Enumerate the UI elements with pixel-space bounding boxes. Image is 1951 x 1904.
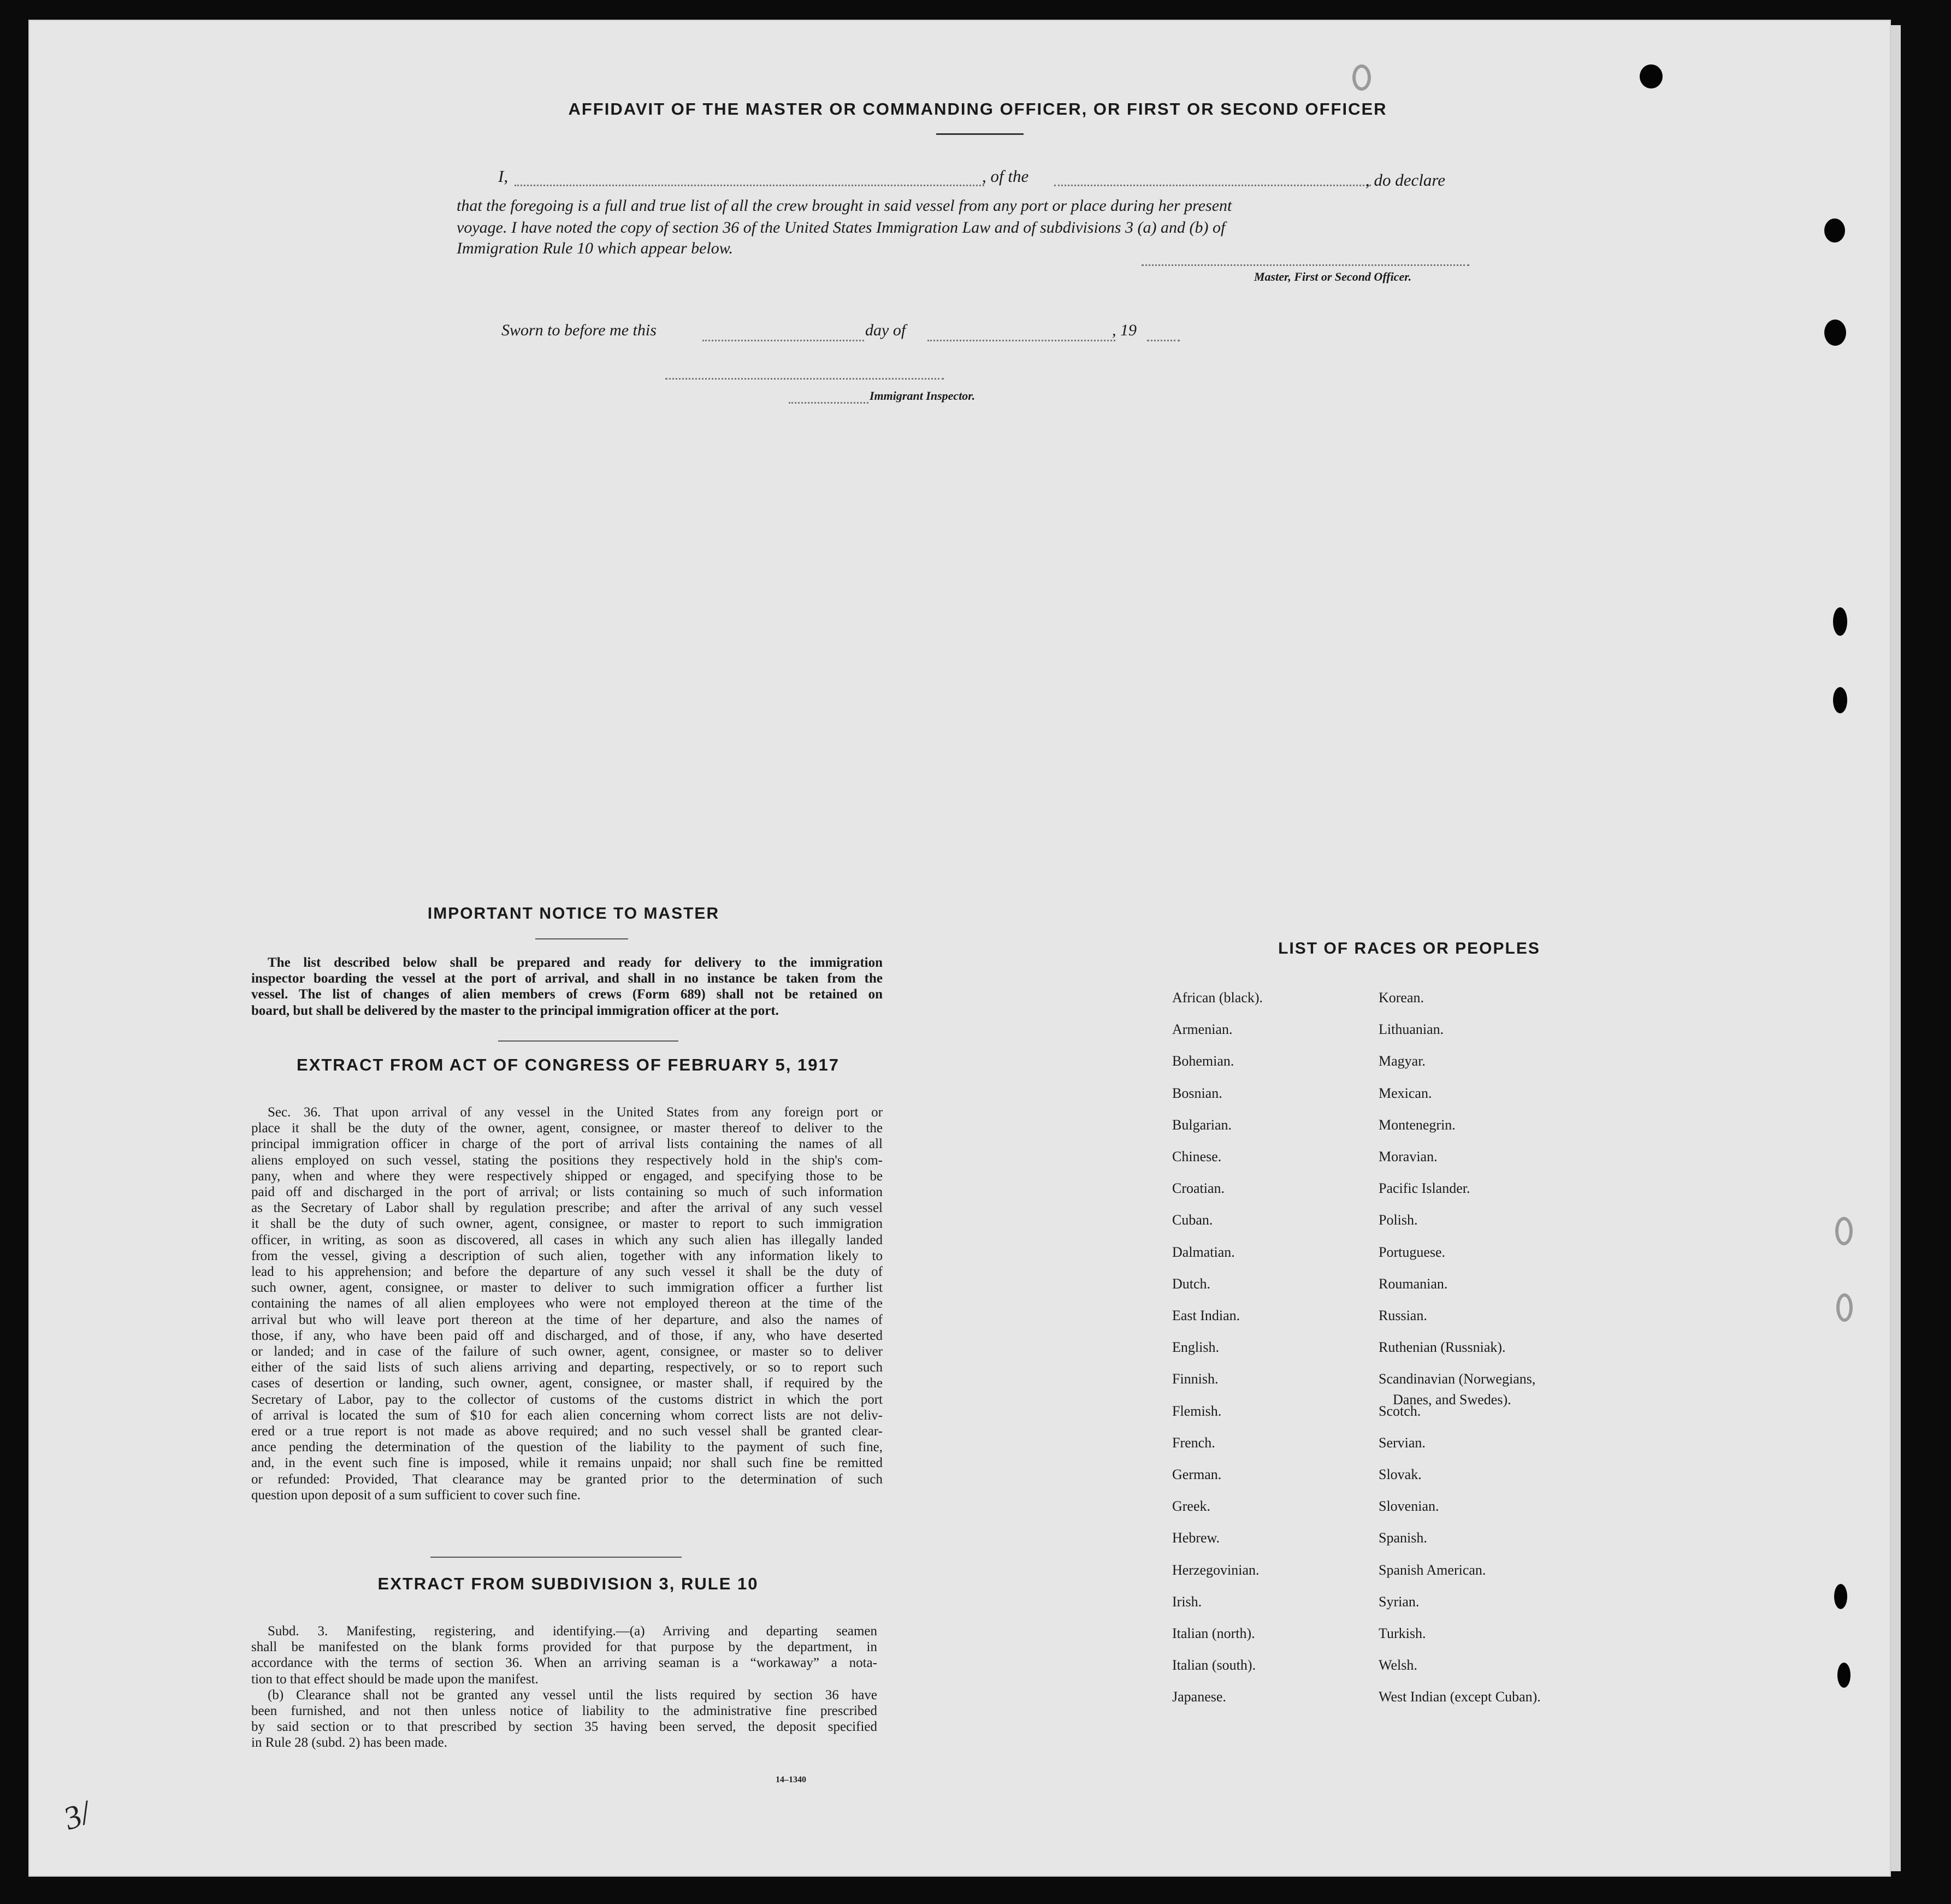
year-field-line [1147, 340, 1180, 341]
inspector-label: Immigrant Inspector. [870, 389, 976, 403]
punch-hole-ring [1836, 1293, 1853, 1322]
text-line: by said section or to that prescribed by section 35 having been served, the deposit specified [251, 1719, 877, 1735]
race-item: Scotch. [1379, 1403, 1421, 1419]
text-line: in Rule 28 (subd. 2) has been made. [251, 1735, 447, 1751]
affidavit-line: that the foregoing is a full and true list of all the crew brought in said vessel from any port or place during her present [457, 197, 1232, 215]
race-item: Ruthenian (Russniak). [1379, 1339, 1506, 1356]
punch-hole [1833, 687, 1847, 713]
race-item: Italian (north). [1172, 1625, 1255, 1641]
form-number: 14–1340 [776, 1775, 806, 1784]
text-line: paid off and discharged in the port of arrival; or lists containing so much of such information [251, 1185, 883, 1200]
text-line: ance pending the determination of the question of the liability to the payment of such fine, [251, 1440, 883, 1455]
notice-title: IMPORTANT NOTICE TO MASTER [427, 904, 720, 923]
race-item: French. [1172, 1434, 1215, 1451]
text-line: such owner, agent, consignee, or master to deliver to such immigration officer a further list [251, 1280, 883, 1296]
race-item: Dalmatian. [1172, 1244, 1235, 1260]
race-item: Dutch. [1172, 1275, 1211, 1292]
punch-hole-ring [1352, 64, 1371, 91]
text-line: containing the names of all alien employees who were not employed thereon at the time of the [251, 1296, 883, 1311]
race-item: Irish. [1172, 1593, 1202, 1610]
text-line: and, in the event such fine is imposed, while it remains unpaid; nor shall such fine be remitted [251, 1456, 883, 1471]
race-item: Cuban. [1172, 1212, 1213, 1228]
race-item: Slovenian. [1379, 1498, 1439, 1515]
punch-hole [1824, 320, 1846, 346]
sworn-date-line [702, 340, 864, 341]
text-line: from the vessel, giving a description of such alien, together with any information likely to [251, 1248, 883, 1263]
divider [430, 1557, 682, 1558]
text-line: lead to his apprehension; and before the departure of any such vessel it shall be the duty of [251, 1264, 883, 1280]
race-item: East Indian. [1172, 1308, 1240, 1323]
race-item: Croatian. [1172, 1180, 1225, 1197]
text-line: arrival but who will leave port thereon at the time of her departure, and also the names of [251, 1312, 883, 1327]
affidavit-i: I, [498, 167, 509, 186]
divider [498, 1040, 678, 1042]
affidavit-of-the: , of the [982, 167, 1029, 186]
race-item: Pacific Islander. [1379, 1180, 1470, 1197]
punch-hole [1824, 218, 1845, 243]
text-line: officer, in writing, as soon as discovered, all cases in which any such alien has illegally landed [251, 1232, 883, 1247]
text-line: inspector boarding the vessel at the port of arrival, and shall in no instance be taken from the [251, 971, 883, 986]
text-line: Secretary of Labor, pay to the collector of customs of the customs district in which the port [251, 1392, 883, 1407]
race-item: Syrian. [1379, 1593, 1420, 1610]
race-item: German. [1172, 1467, 1222, 1482]
text-line: aliens employed on such vessel, stating the positions they respectively hold in the ship's com- [251, 1152, 883, 1168]
text-line: ered or a true report is not made as above required; and no such vessel shall be granted clear- [251, 1424, 883, 1439]
text-line: accordance with the terms of section 36. When an arriving seaman is a “workaway” a nota- [251, 1655, 877, 1671]
race-item: Mexican. [1379, 1085, 1432, 1101]
race-item: Slovak. [1379, 1467, 1422, 1482]
rule-title: EXTRACT FROM SUBDIVISION 3, RULE 10 [377, 1574, 759, 1593]
sworn-label: Sworn to before me this [501, 321, 657, 339]
text-line: as the Secretary of Labor shall by regulation prescribe; and after the arrival of any such vessel [251, 1201, 883, 1216]
race-item: Polish. [1379, 1212, 1418, 1228]
sheet-edge [1891, 25, 1901, 1871]
text-line: or refunded: Provided, That clearance may be granted prior to the determination of such [251, 1471, 883, 1487]
race-item: Italian (south). [1172, 1657, 1256, 1674]
race-item: Danes, and Swedes). [1393, 1392, 1511, 1408]
punch-hole [1834, 1584, 1847, 1609]
inspector-field-line [665, 378, 944, 380]
race-item: Finnish. [1172, 1371, 1219, 1387]
race-item: Russian. [1379, 1308, 1427, 1323]
divider [936, 133, 1024, 135]
year-label: , 19 [1112, 321, 1137, 339]
rule-text [251, 1623, 877, 1751]
text-line: those, if any, who have been paid off and discharged, and of those, if any, who have deserted [251, 1328, 883, 1343]
race-item: Welsh. [1379, 1657, 1417, 1674]
affidavit-do-declare: , do declare [1365, 170, 1446, 190]
signature-label: Master, First or Second Officer. [1254, 270, 1412, 283]
affidavit-line: voyage. I have noted the copy of section 36 of the United States Immigration Law and of subdivisions 3 (a) and (b) of [457, 218, 1226, 236]
text-line: question upon deposit of a sum sufficient to cover such fine. [251, 1487, 581, 1503]
race-item: Scandinavian (Norwegians, [1379, 1371, 1536, 1387]
race-item: Herzegovinian. [1172, 1562, 1260, 1578]
affidavit-title: AFFIDAVIT OF THE MASTER OR COMMANDING OFFICER, OR FIRST OR SECOND OFFICER [568, 99, 1387, 119]
race-item: Hebrew. [1172, 1530, 1220, 1546]
race-item: Flemish. [1172, 1403, 1222, 1419]
race-item: Greek. [1172, 1498, 1211, 1515]
race-item: Portuguese. [1379, 1244, 1446, 1260]
race-item: Spanish American. [1379, 1562, 1486, 1578]
text-line: either of the said lists of such aliens arriving and departing, respectively, or so to report such [251, 1360, 883, 1375]
race-item: West Indian (except Cuban). [1379, 1689, 1541, 1705]
punch-hole [1833, 607, 1847, 636]
month-field-line [927, 340, 1115, 341]
name-field-line [515, 185, 984, 186]
race-item: Montenegrin. [1379, 1116, 1456, 1133]
race-item: Roumanian. [1379, 1275, 1448, 1292]
text-line: cases of desertion or landing, such owner, agent, consignee, or master shall, if required by the [251, 1376, 883, 1391]
affidavit-line: Immigration Rule 10 which appear below. [457, 239, 734, 257]
text-line: or landed; and in case of the failure of such owner, agent, consignee, or master so to deliver [251, 1344, 883, 1359]
text-line: tion to that effect should be made upon the manifest. [251, 1671, 539, 1687]
text-line: been furnished, and not then unless notice of liability to the administrative fine prescribed [251, 1704, 877, 1719]
race-item: Spanish. [1379, 1530, 1427, 1546]
race-item: Chinese. [1172, 1149, 1222, 1164]
text-line: of arrival is located the sum of $10 for each alien concerning whom correct lists are not deliv- [251, 1408, 883, 1423]
text-line: shall be manifested on the blank forms provided for that purpose by the department, in [251, 1640, 877, 1655]
race-item: Servian. [1379, 1434, 1426, 1451]
race-item: Magyar. [1379, 1053, 1426, 1069]
race-item: Japanese. [1172, 1689, 1226, 1705]
signature-field-line [1142, 264, 1469, 266]
act-text [251, 1104, 883, 1503]
race-item: Lithuanian. [1379, 1021, 1444, 1038]
text-line: Sec. 36. That upon arrival of any vessel in the United States from any foreign port or [268, 1105, 883, 1120]
punch-hole [1837, 1663, 1851, 1688]
race-item: Armenian. [1172, 1021, 1233, 1038]
race-item: Bulgarian. [1172, 1116, 1232, 1133]
day-of-label: day of [865, 321, 906, 339]
text-line: board, but shall be delivered by the master to the principal immigration officer at the port. [251, 1003, 779, 1018]
divider [535, 938, 628, 939]
text-line: pany, when and where they were respectively shipped or engaged, and specifying those to be [251, 1168, 883, 1184]
text-line: place it shall be the duty of the owner, agent, consignee, or master thereof to deliver to the [251, 1121, 883, 1136]
inspector-field-line-short [789, 402, 868, 404]
race-item: African (black). [1172, 990, 1263, 1006]
vessel-field-line [1054, 185, 1371, 186]
text-line: Subd. 3. Manifesting, registering, and identifying.—(a) Arriving and departing seamen [268, 1624, 877, 1639]
text-line: principal immigration officer in charge of the port of arrival lists containing the names of all [251, 1137, 883, 1152]
punch-hole [1640, 64, 1663, 88]
margin-note: 3/ [58, 1794, 96, 1837]
notice-text [251, 955, 883, 1019]
race-item: Moravian. [1379, 1149, 1438, 1164]
text-line: it shall be the duty of such owner, agent, consignee, or master to report to such immigration [251, 1216, 883, 1232]
races-title: LIST OF RACES OR PEOPLES [1278, 939, 1540, 957]
text-line: vessel. The list of changes of alien members of crews (Form 689) shall not be retained on [251, 987, 883, 1002]
text-line: The list described below shall be prepared and ready for delivery to the immigration [268, 955, 883, 970]
race-item: English. [1172, 1339, 1219, 1356]
race-item: Bohemian. [1172, 1053, 1234, 1069]
race-item: Korean. [1379, 990, 1424, 1006]
race-item: Bosnian. [1172, 1085, 1222, 1101]
act-title: EXTRACT FROM ACT OF CONGRESS OF FEBRUARY 5, 1917 [297, 1055, 839, 1074]
race-item: Turkish. [1379, 1625, 1426, 1641]
punch-hole-ring [1835, 1217, 1853, 1245]
text-line: (b) Clearance shall not be granted any vessel until the lists required by section 36 have [268, 1687, 877, 1702]
